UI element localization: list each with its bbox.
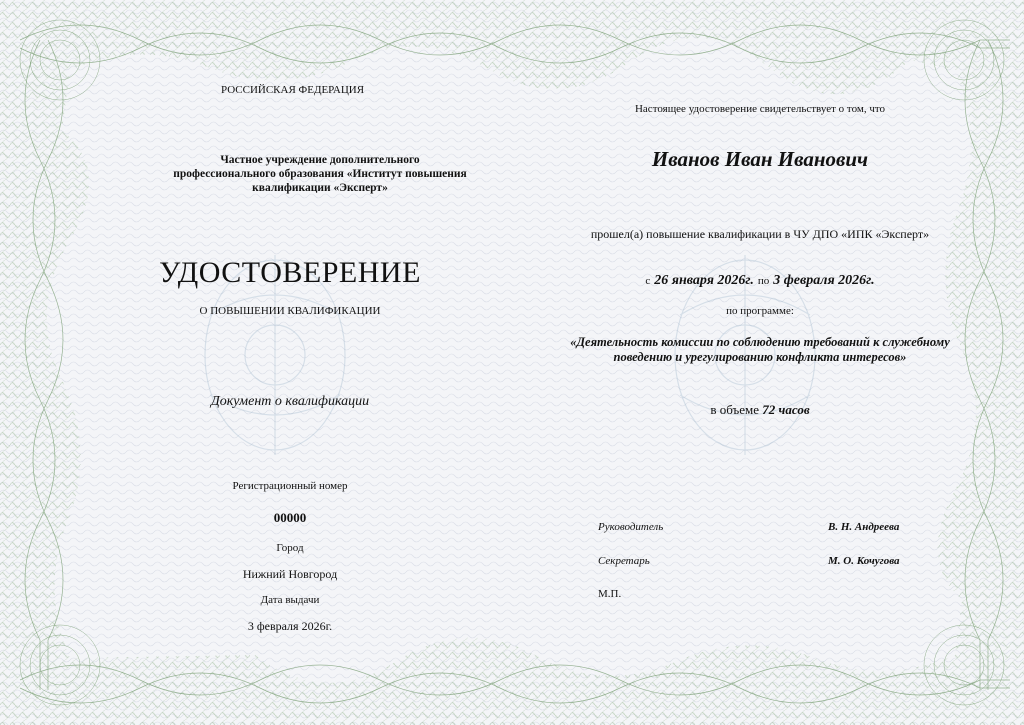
intro-text: Настоящее удостоверение свидетельствует о том, что [634, 103, 886, 115]
period-from-label: с [645, 275, 651, 287]
registration-label: Регистрационный номер [232, 480, 348, 492]
passed-text: прошел(а) повышение квалификации в ЧУ ДПО «ИПК «Эксперт» [590, 227, 930, 241]
country-label: РОССИЙСКАЯ ФЕДЕРАЦИЯ [220, 84, 365, 96]
certificate-subtitle: О ПОВЫШЕНИИ КВАЛИФИКАЦИИ [199, 305, 381, 317]
period-from: 26 января 2026г. [654, 273, 754, 288]
recipient-name: Иванов Иван Иванович [651, 147, 869, 171]
city-value: Нижний Новгород [242, 567, 338, 581]
period-to: 3 февраля 2026г. [773, 273, 875, 288]
registration-number: 00000 [273, 510, 307, 525]
document-type: Документ о квалификации [210, 394, 370, 409]
period-to-label: по [757, 275, 770, 287]
city-label: Город [276, 542, 304, 554]
issue-date-value: 3 февраля 2026г. [247, 619, 333, 633]
head-name: В. Н. Андреева [828, 521, 900, 533]
seal-mark: М.П. [598, 588, 622, 600]
head-label: Руководитель [598, 521, 664, 533]
institution-name: Частное учреждение дополнительного профессионального образования «Институт повышения квалификации «Эксперт» [173, 154, 467, 194]
certificate-title: УДОСТОВЕРЕНИЕ [159, 256, 421, 289]
volume-line [555, 402, 965, 418]
volume-label: в объеме [710, 402, 760, 417]
secretary-name: М. О. Кочугова [828, 555, 900, 567]
issue-date-label: Дата выдачи [260, 594, 320, 606]
program-label: по программе: [726, 305, 794, 317]
volume-value: 72 часов [762, 402, 810, 417]
program-title: «Деятельность комиссии по соблюдению требований к служебному поведению и урегулированию конфликта интересов» [570, 335, 950, 364]
period-line [555, 271, 965, 289]
secretary-label: Секретарь [598, 555, 650, 567]
